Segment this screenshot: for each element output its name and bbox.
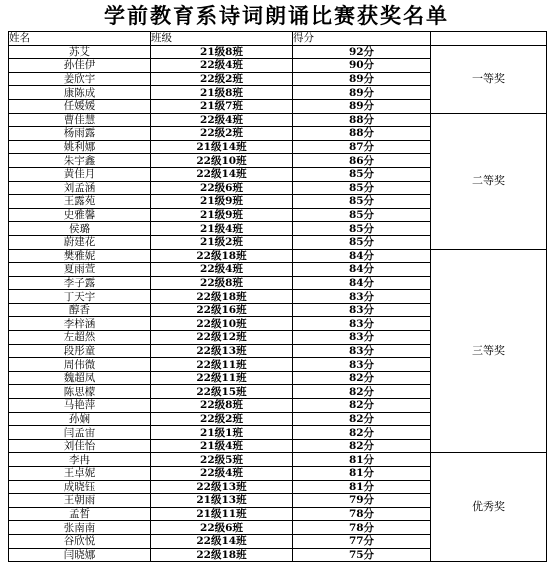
cell-score: 85分	[293, 181, 431, 195]
cell-score: 85分	[293, 167, 431, 181]
cell-name: 左超然	[9, 331, 151, 345]
cell-class: 21级8班	[151, 86, 293, 100]
header-row	[9, 32, 547, 46]
header-name: 姓名	[9, 32, 151, 46]
cell-class: 21级4班	[151, 439, 293, 453]
cell-name: 李冉	[9, 453, 151, 467]
cell-name: 康陈成	[9, 86, 151, 100]
cell-score: 82分	[293, 412, 431, 426]
award-table	[8, 31, 547, 562]
cell-score: 84分	[293, 276, 431, 290]
cell-name: 黄佳月	[9, 167, 151, 181]
cell-class: 22级2班	[151, 412, 293, 426]
cell-class: 22级18班	[151, 249, 293, 263]
cell-name: 张南南	[9, 521, 151, 535]
cell-class: 21级8班	[151, 45, 293, 59]
cell-name: 樊雅妮	[9, 249, 151, 263]
cell-class: 21级9班	[151, 195, 293, 209]
cell-score: 82分	[293, 385, 431, 399]
cell-name: 苏艾	[9, 45, 151, 59]
cell-score: 85分	[293, 235, 431, 249]
cell-name: 王卓妮	[9, 467, 151, 481]
cell-class: 22级10班	[151, 317, 293, 331]
cell-name: 陈思檬	[9, 385, 151, 399]
cell-class: 21级14班	[151, 140, 293, 154]
cell-class: 22级14班	[151, 167, 293, 181]
cell-class: 21级11班	[151, 507, 293, 521]
cell-score: 81分	[293, 467, 431, 481]
cell-class: 22级2班	[151, 127, 293, 141]
cell-score: 81分	[293, 480, 431, 494]
cell-class: 22级8班	[151, 399, 293, 413]
cell-name: 马艳萍	[9, 399, 151, 413]
cell-name: 谷欣悦	[9, 534, 151, 548]
cell-name: 孙娴	[9, 412, 151, 426]
cell-name: 朱宇鑫	[9, 154, 151, 168]
cell-score: 88分	[293, 127, 431, 141]
cell-name: 杨雨露	[9, 127, 151, 141]
cell-class: 22级5班	[151, 453, 293, 467]
cell-score: 83分	[293, 290, 431, 304]
cell-class: 22级8班	[151, 276, 293, 290]
prize-level: 二等奖	[431, 113, 547, 249]
cell-class: 22级4班	[151, 467, 293, 481]
cell-class: 22级13班	[151, 344, 293, 358]
cell-score: 89分	[293, 86, 431, 100]
cell-name: 丁天宇	[9, 290, 151, 304]
header-prize	[431, 32, 547, 46]
cell-score: 81分	[293, 453, 431, 467]
cell-name: 夏雨萱	[9, 263, 151, 277]
cell-score: 78分	[293, 507, 431, 521]
cell-class: 22级15班	[151, 385, 293, 399]
prize-level: 三等奖	[431, 249, 547, 453]
cell-score: 82分	[293, 426, 431, 440]
cell-name: 史雅馨	[9, 208, 151, 222]
cell-score: 83分	[293, 303, 431, 317]
cell-class: 22级4班	[151, 263, 293, 277]
cell-class: 22级4班	[151, 113, 293, 127]
cell-class: 22级12班	[151, 331, 293, 345]
cell-class: 22级6班	[151, 181, 293, 195]
cell-name: 侯璐	[9, 222, 151, 236]
cell-class: 21级7班	[151, 99, 293, 113]
cell-score: 77分	[293, 534, 431, 548]
cell-class: 21级2班	[151, 235, 293, 249]
cell-score: 84分	[293, 263, 431, 277]
cell-class: 22级6班	[151, 521, 293, 535]
award-table-body	[9, 45, 547, 562]
table-row	[9, 249, 547, 263]
cell-name: 成晓钰	[9, 480, 151, 494]
cell-class: 21级9班	[151, 208, 293, 222]
cell-score: 92分	[293, 45, 431, 59]
cell-class: 22级14班	[151, 534, 293, 548]
header-score: 得分	[293, 32, 431, 46]
cell-name: 孙佳伊	[9, 59, 151, 73]
cell-score: 84分	[293, 249, 431, 263]
prize-level: 优秀奖	[431, 453, 547, 562]
page-title: 学前教育系诗词朗诵比赛获奖名单	[104, 4, 449, 28]
cell-score: 89分	[293, 72, 431, 86]
cell-class: 21级13班	[151, 494, 293, 508]
cell-score: 83分	[293, 358, 431, 372]
cell-score: 79分	[293, 494, 431, 508]
cell-name: 段彤童	[9, 344, 151, 358]
cell-score: 78分	[293, 521, 431, 535]
cell-score: 83分	[293, 331, 431, 345]
cell-name: 蔚建花	[9, 235, 151, 249]
cell-score: 85分	[293, 195, 431, 209]
cell-score: 83分	[293, 344, 431, 358]
cell-name: 刘孟涵	[9, 181, 151, 195]
cell-class: 22级18班	[151, 548, 293, 562]
table-row	[9, 45, 547, 59]
header-class: 班级	[151, 32, 293, 46]
table-row	[9, 453, 547, 467]
prize-level: 一等奖	[431, 45, 547, 113]
table-row	[9, 113, 547, 127]
cell-name: 刘佳怡	[9, 439, 151, 453]
cell-score: 75分	[293, 548, 431, 562]
cell-score: 82分	[293, 371, 431, 385]
cell-score: 89分	[293, 99, 431, 113]
cell-class: 22级10班	[151, 154, 293, 168]
cell-score: 86分	[293, 154, 431, 168]
cell-name: 孟皙	[9, 507, 151, 521]
cell-name: 周伟微	[9, 358, 151, 372]
cell-class: 22级18班	[151, 290, 293, 304]
cell-name: 李子露	[9, 276, 151, 290]
cell-class: 22级16班	[151, 303, 293, 317]
cell-class: 22级13班	[151, 480, 293, 494]
cell-score: 83分	[293, 317, 431, 331]
cell-class: 22级4班	[151, 59, 293, 73]
cell-name: 王露苑	[9, 195, 151, 209]
cell-score: 82分	[293, 399, 431, 413]
cell-name: 任媛媛	[9, 99, 151, 113]
cell-class: 21级1班	[151, 426, 293, 440]
cell-name: 闫晓娜	[9, 548, 151, 562]
cell-score: 85分	[293, 222, 431, 236]
cell-name: 李梓涵	[9, 317, 151, 331]
cell-name: 曹佳慧	[9, 113, 151, 127]
cell-class: 21级4班	[151, 222, 293, 236]
cell-class: 22级2班	[151, 72, 293, 86]
cell-name: 姜欣宇	[9, 72, 151, 86]
cell-name: 魏超凤	[9, 371, 151, 385]
cell-class: 22级11班	[151, 358, 293, 372]
cell-score: 85分	[293, 208, 431, 222]
cell-score: 88分	[293, 113, 431, 127]
cell-name: 醇香	[9, 303, 151, 317]
cell-score: 82分	[293, 439, 431, 453]
cell-score: 90分	[293, 59, 431, 73]
cell-name: 姚利娜	[9, 140, 151, 154]
cell-class: 22级11班	[151, 371, 293, 385]
cell-name: 闫孟宙	[9, 426, 151, 440]
cell-name: 王朝雨	[9, 494, 151, 508]
cell-score: 87分	[293, 140, 431, 154]
